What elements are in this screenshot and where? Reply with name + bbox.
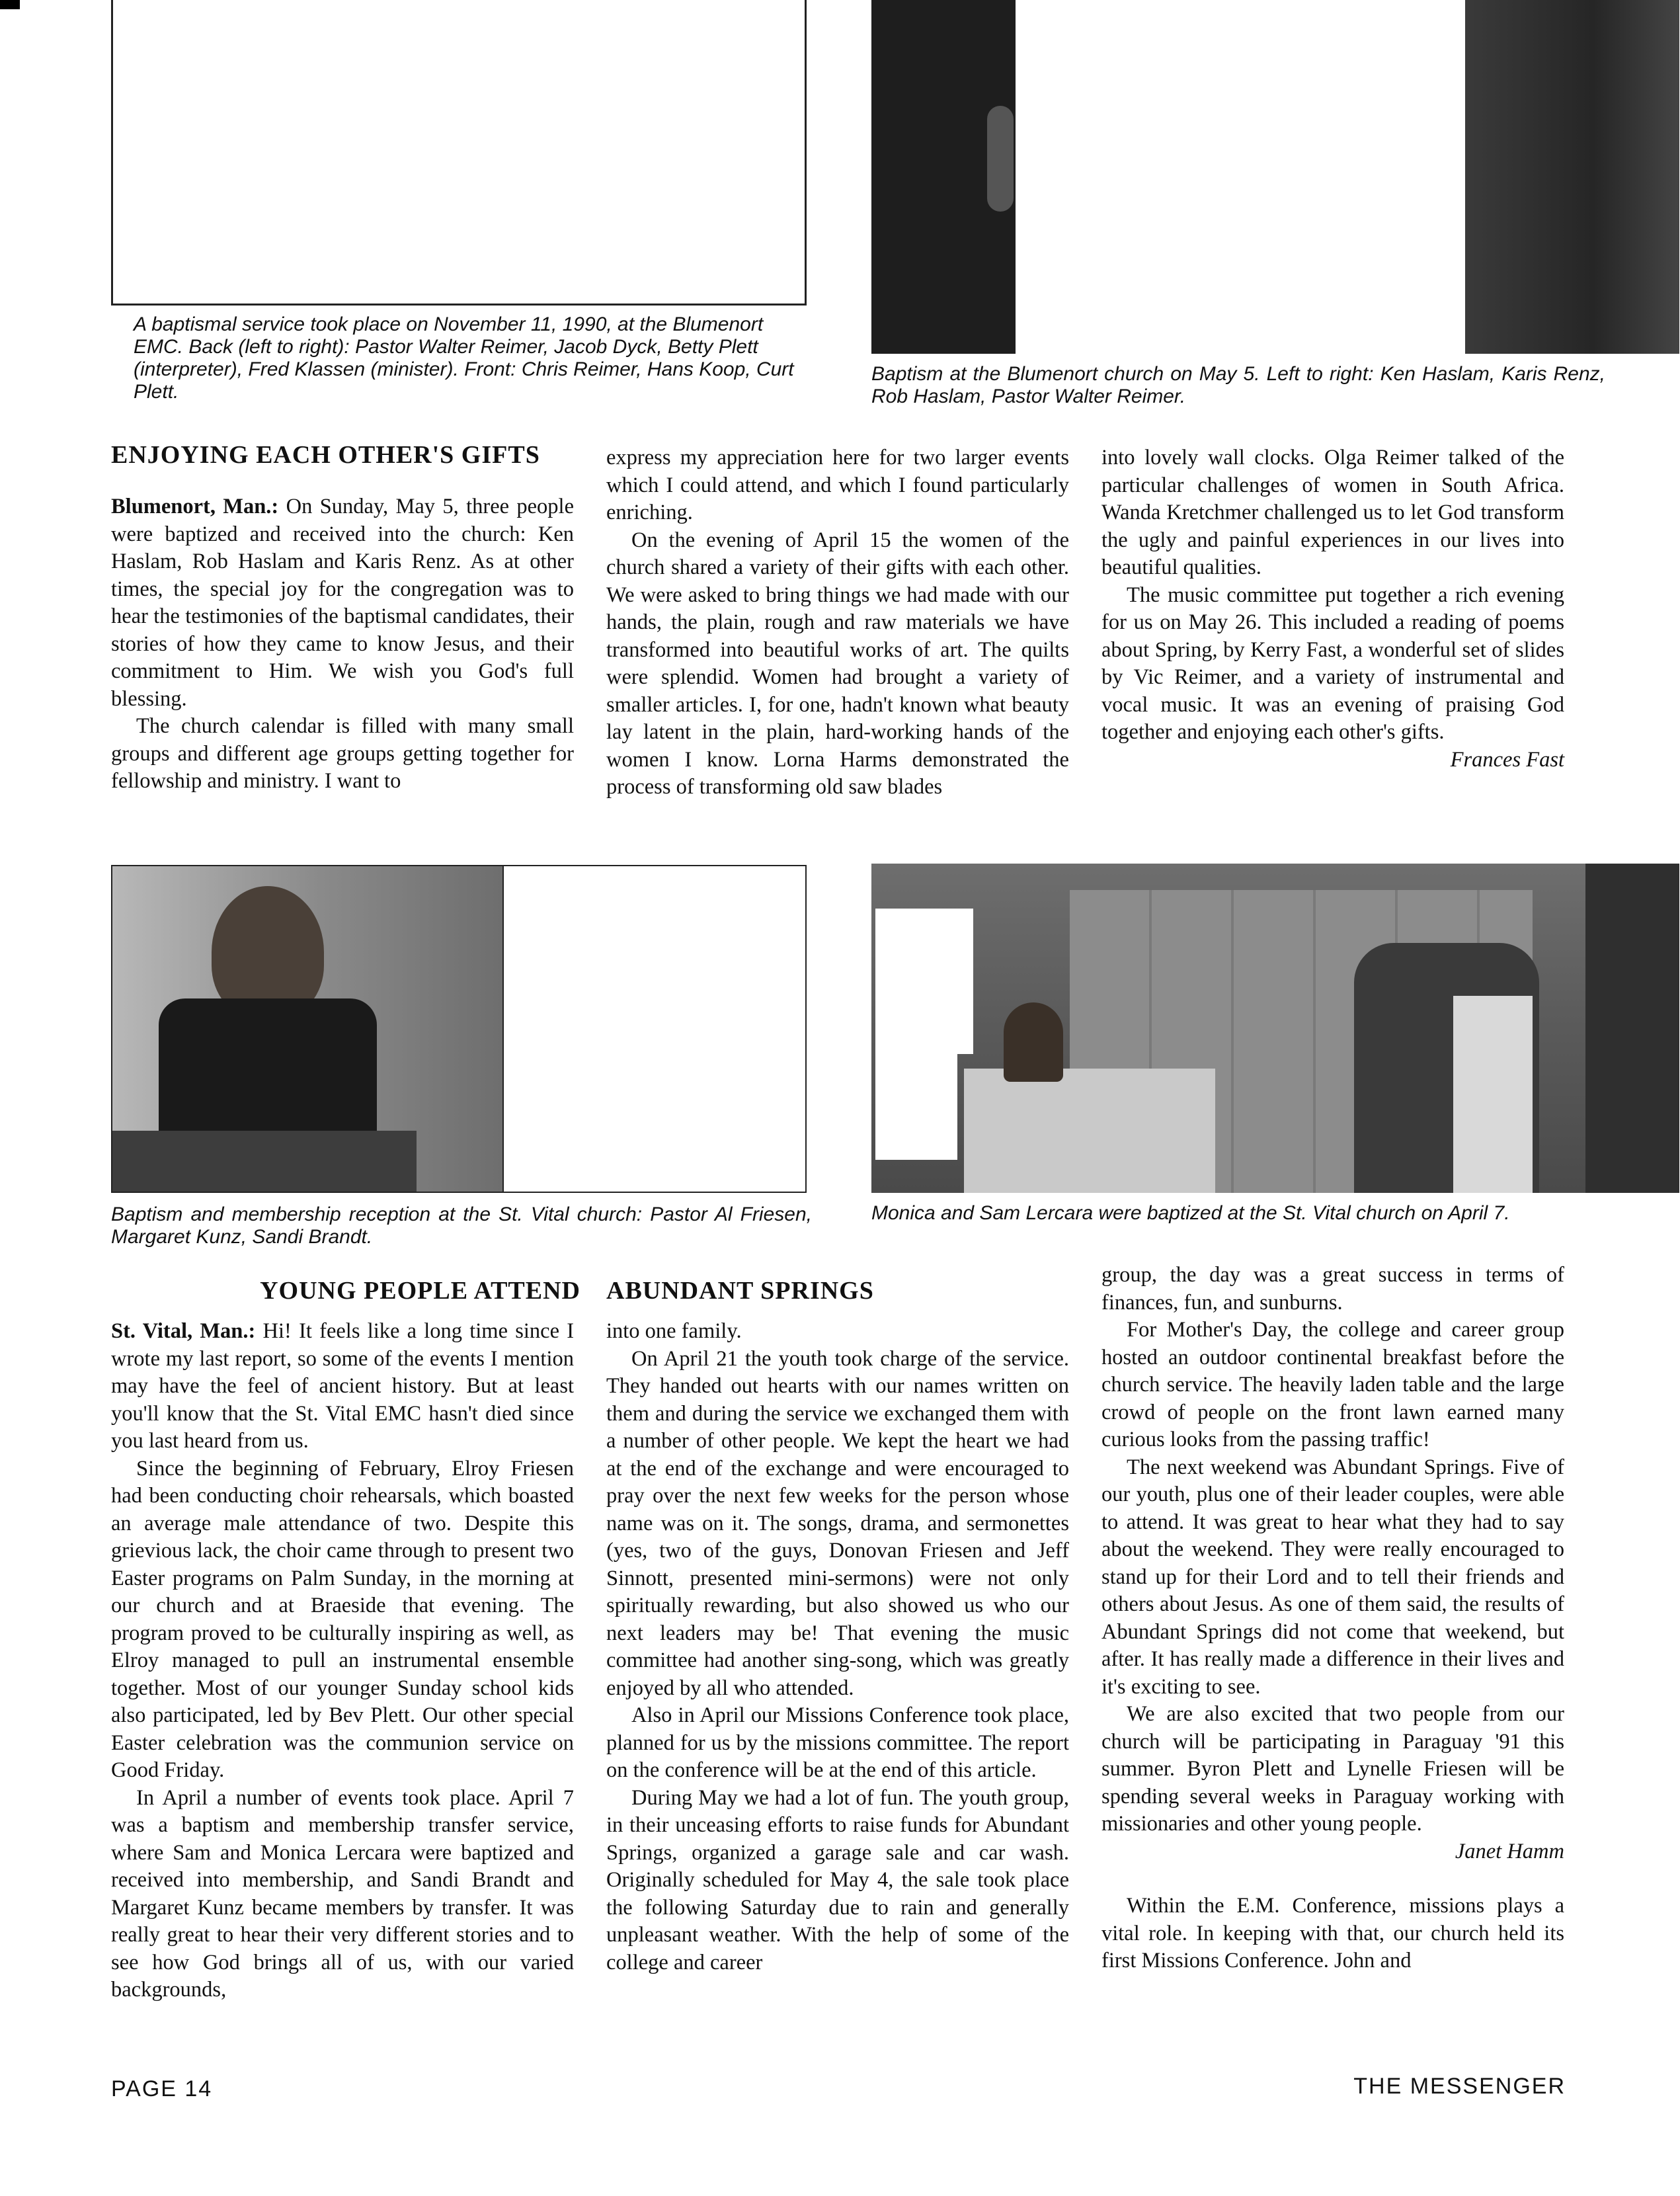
publication-name: THE MESSENGER	[1353, 2074, 1566, 2099]
article1-paragraph: The church calendar is filled with many small groups and different age groups getting together for fellowship and ministry. I want to	[111, 714, 574, 793]
article1-paragraph: The music committee put together a rich evening for us on May 26. This included a reading of poems about Spring, by Kerry Fast, a wonderful set of slides by Vic Reimer, and a variety of instrumental and vocal music. It was an evening of praising God together and enjoying each other's gifts.	[1101, 583, 1564, 744]
article2-paragraph: Hi! It feels like a long time since I wrote my last report, so some of the events I mention may have the feel of ancient history. But at least you'll know that the St. Vital EMC hasn't died since you last heard from us.	[111, 1319, 575, 1453]
article1-dateline: Blumenort, Man.:	[111, 495, 279, 518]
page-number: PAGE 14	[111, 2076, 213, 2101]
article2-column-1	[111, 1318, 574, 2004]
article1-headline: ENJOYING EACH OTHER'S GIFTS	[111, 441, 540, 469]
article2-column-3	[1101, 1262, 1564, 1975]
caption-mid-right: Monica and Sam Lercara were baptized at the St. Vital church on April 7.	[871, 1202, 1510, 1224]
photo-man-shirt	[1453, 996, 1533, 1193]
mid-right-photo	[871, 864, 1679, 1193]
article2-signature: Janet Hamm	[1455, 1839, 1564, 1863]
photo-redaction	[1016, 0, 1465, 354]
article1-column-2	[606, 444, 1069, 801]
caption-mid-left: Baptism and membership reception at the St. Vital church: Pastor Al Friesen, Margaret Kunz, Sandi Brandt.	[111, 1203, 812, 1248]
article2-paragraph: We are also excited that two people from our church will be participating in Paraguay '91 this summer. Byron Plett and Lynelle Friesen will be spending several weeks in Paraguay working with missionaries and other young people.	[1101, 1702, 1564, 1836]
photo-redaction	[875, 1054, 957, 1160]
article2-paragraph: The next weekend was Abundant Springs. Five of our youth, plus one of their leader couples, were able to attend. It was great to hear what they had to say about the weekend. They were really encouraged to stand up for their Lord and to tell their friends and others about Jesus. As one of them said, the results of Abundant Springs did not come that weekend, but after. It has really made a difference in their lives and it's exciting to see.	[1101, 1455, 1564, 1699]
top-left-photo	[111, 0, 807, 305]
article2-paragraph: into one family.	[606, 1319, 742, 1343]
article1-column-1	[111, 493, 574, 795]
article2-column-2	[606, 1318, 1069, 1976]
article2-paragraph: Also in April our Missions Conference took place, planned for us by the missions committee. The report on the conference will be at the end of this article.	[606, 1703, 1069, 1782]
article2-paragraph: Within the E.M. Conference, missions plays a vital role. In keeping with that, our church held its first Missions Conference. John and	[1101, 1894, 1564, 1972]
photo-redaction	[875, 909, 973, 1054]
photo-panel	[1465, 0, 1679, 354]
article2-headline-left: YOUNG PEOPLE ATTEND	[260, 1277, 580, 1305]
photo-right-shade	[1585, 864, 1679, 1193]
article1-signature: Frances Fast	[1450, 747, 1564, 772]
mid-left-photo	[111, 865, 807, 1193]
photo-pulpit	[964, 1069, 1215, 1193]
article2-headline-right: ABUNDANT SPRINGS	[606, 1277, 874, 1305]
article2-dateline: St. Vital, Man.:	[111, 1319, 256, 1343]
caption-top-right: Baptism at the Blumenort church on May 5. Left to right: Ken Haslam, Karis Renz, Rob Haslam, Pastor Walter Reimer.	[871, 363, 1605, 407]
article2-paragraph: During May we had a lot of fun. The youth group, in their unceasing efforts to raise funds for Abundant Springs, organized a garage sale and car wash. Originally scheduled for May 4, the sale took place the following Saturday due to rain and generally unpleasant weather. With the help of some of the college and career	[606, 1785, 1069, 1974]
article2-paragraph: On April 21 the youth took charge of the service. They handed out hearts with our names written on them and during the service we exchanged them with a number of other people. We kept the heart we had at the end of the exchange and were encouraged to pray over the next few weeks for the person whose name was on it. The songs, drama, and sermonettes (yes, two of the guys, Donovan Friesen and Jeff Sinnott, presented mini-sermons) were not only spiritually rewarding, but also showed us who our next leaders may be! That evening the music committee had another sing-song, which was greatly enjoyed by all who attended.	[606, 1346, 1069, 1700]
top-right-photo	[871, 0, 1679, 354]
article2-paragraph: In April a number of events took place. April 7 was a baptism and membership transfer service, where Sam and Monica Lercara were baptized and received into membership, and Sandi Brandt and Margaret Kunz became members by transfer. It was really great to hear their very different stories and to see how God brings all of us, with our varied backgrounds,	[111, 1785, 574, 2002]
article1-paragraph: On the evening of April 15 the women of the church shared a variety of their gifts with each other. We were asked to bring things we had made with our hands, the plain, rough and raw materials we have transformed into beautiful works of art. The quilts were splendid. Women had brought a variety of smaller articles. I, for one, hadn't known what beauty lay latent in the plain, hard-working hands of the women I know. Lorna Harms demonstrated the process of transforming old saw blades	[606, 528, 1069, 799]
article1-paragraph: express my appreciation here for two larger events which I could attend, and which I found particularly enriching.	[606, 446, 1069, 524]
caption-top-left: A baptismal service took place on November 11, 1990, at the Blumenort EMC. Back (left to right): Pastor Walter Reimer, Jacob Dyck, Betty Plett (interpreter), Fred Klassen (minister). Front: Chris Reimer, Hans Koop, Curt Plett.	[134, 313, 794, 403]
photo-woman-left	[1004, 1002, 1063, 1082]
article2-paragraph: For Mother's Day, the college and career group hosted an outdoor continental breakfast before the church service. The heavily laden table and the large crowd of people on the front lawn earned many curious looks from the passing traffic!	[1101, 1318, 1564, 1451]
photo-lectern	[112, 1131, 417, 1193]
article1-paragraph: into lovely wall clocks. Olga Reimer talked of the particular challenges of women in South Africa. Wanda Kretchmer challenged us to let God transform the ugly and painful experiences in our lives into beautiful qualities.	[1101, 446, 1564, 579]
article1-paragraph: On Sunday, May 5, three people were baptized and received into the church: Ken Haslam, Rob Haslam and Karis Renz. As at other times, the special joy for the congregation was to hear the testimonies of the baptismal candidates, their stories of how they came to know Jesus, and their commitment to Him. We wish you God's full blessing.	[111, 495, 574, 711]
article2-paragraph: group, the day was a great success in terms of finances, fun, and sunburns.	[1101, 1263, 1564, 1315]
article1-column-3	[1101, 444, 1564, 774]
top-corner-mark	[0, 0, 20, 9]
photo-redaction	[502, 866, 807, 1193]
article2-paragraph: Since the beginning of February, Elroy Friesen had been conducting choir rehearsals, which boasted an average male attendance of two. Despite this grievious lack, the choir came through to present two Easter programs on Palm Sunday, in the morning at our church and at Braeside that evening. The program proved to be culturally inspiring as well, as Elroy managed to pull an instrumental ensemble together. Most of our younger Sunday school kids also participated, led by Bev Plett. Our other special Easter celebration was the communion service on Good Friday.	[111, 1456, 574, 1782]
photo-figure	[987, 106, 1014, 212]
